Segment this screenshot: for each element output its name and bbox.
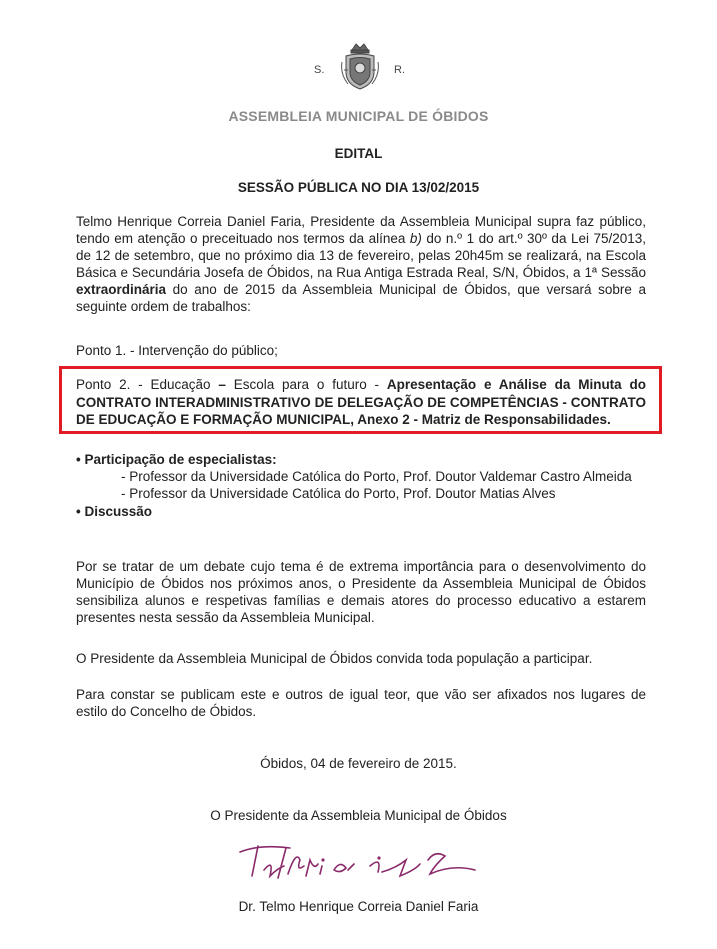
professor-item: - Professor da Universidade Católica do Porto, Prof. Doutor Valdemar Castro Almeida bbox=[121, 469, 632, 484]
edital-heading: EDITAL bbox=[334, 146, 383, 161]
president-title: O Presidente da Assembleia Municipal de Óbidos bbox=[210, 808, 507, 823]
agenda-item-1: Ponto 1. - Intervenção do público; bbox=[76, 343, 278, 358]
debate-paragraph: Por se tratar de um debate cujo tema é de extrema importância para o desenvolvimento do Município de Óbidos nos próximos anos, o Presidente da Assembleia Municipal de Óbidos sensibiliza alunos e respetivas famílias e demais atores do processo educativo a estarem presentes nesta sessão da Assembleia Municipal. bbox=[76, 559, 646, 625]
ponto2-text-d: Apresentação e Análise da Minuta do CONTRATO INTERADMINISTRATIVO DE DELEGAÇÃO DE COMPETÊNCIAS - CONTRATO DE EDUCAÇÃO E FORMAÇÃO MUNICIPAL, Anexo 2 - Matriz de Responsabilidades. bbox=[76, 377, 647, 427]
ponto2-text-c: Escola para o futuro - bbox=[225, 377, 387, 392]
intro-paragraph bbox=[76, 213, 646, 315]
ponto2-dash: – bbox=[218, 377, 226, 392]
publication-paragraph: Para constar se publicam este e outros de igual teor, que vão ser afixados nos lugares de estilo do Concelho de Óbidos. bbox=[76, 687, 646, 719]
discussion-item: • Discussão bbox=[76, 504, 153, 519]
invitation-paragraph: O Presidente da Assembleia Municipal de Óbidos convida toda população a participar. bbox=[76, 651, 593, 666]
crest-letter-s: S. bbox=[314, 64, 325, 76]
crest-letter-r: R. bbox=[394, 64, 405, 76]
session-heading: SESSÃO PÚBLICA NO DIA 13/02/2015 bbox=[237, 180, 480, 195]
crest-icon bbox=[340, 40, 380, 92]
ponto2-text-a: Ponto 2. - Educação bbox=[76, 377, 219, 392]
signature-icon bbox=[230, 830, 490, 892]
intro-text-d: extraordinária bbox=[76, 282, 167, 297]
professor-item: - Professor da Universidade Católica do Porto, Prof. Doutor Matias Alves bbox=[121, 486, 556, 501]
date-line: Óbidos, 04 de fevereiro de 2015. bbox=[260, 756, 457, 771]
intro-text-e: do ano de 2015 da Assembleia Municipal de Óbidos, que versará sobre a seguinte ordem de trabalhos: bbox=[76, 282, 646, 314]
intro-text-a: Telmo Henrique Correia Daniel Faria, Presidente da Assembleia Municipal supra faz público, tendo em atenção o preceituado nos termos da alínea bbox=[76, 214, 646, 246]
participation-heading: • Participação de especialistas: bbox=[76, 452, 277, 467]
coat-of-arms bbox=[300, 40, 420, 92]
assembly-title: ASSEMBLEIA MUNICIPAL DE ÓBIDOS bbox=[228, 108, 489, 124]
agenda-item-2 bbox=[76, 376, 646, 429]
intro-text-c: do n.º 1 do art.º 30º da Lei 75/2013, de 12 de setembro, que no próximo dia 13 de fevereiro, pelas 20h45m se realizará, na Escola Básica e Secundária Josefa de Óbidos, na Rua Antiga Estrada Real, S/N, Óbidos, a 1ª Sessão bbox=[76, 231, 646, 280]
intro-text-b: b) bbox=[409, 231, 422, 246]
signatory-name: Dr. Telmo Henrique Correia Daniel Faria bbox=[238, 899, 479, 914]
